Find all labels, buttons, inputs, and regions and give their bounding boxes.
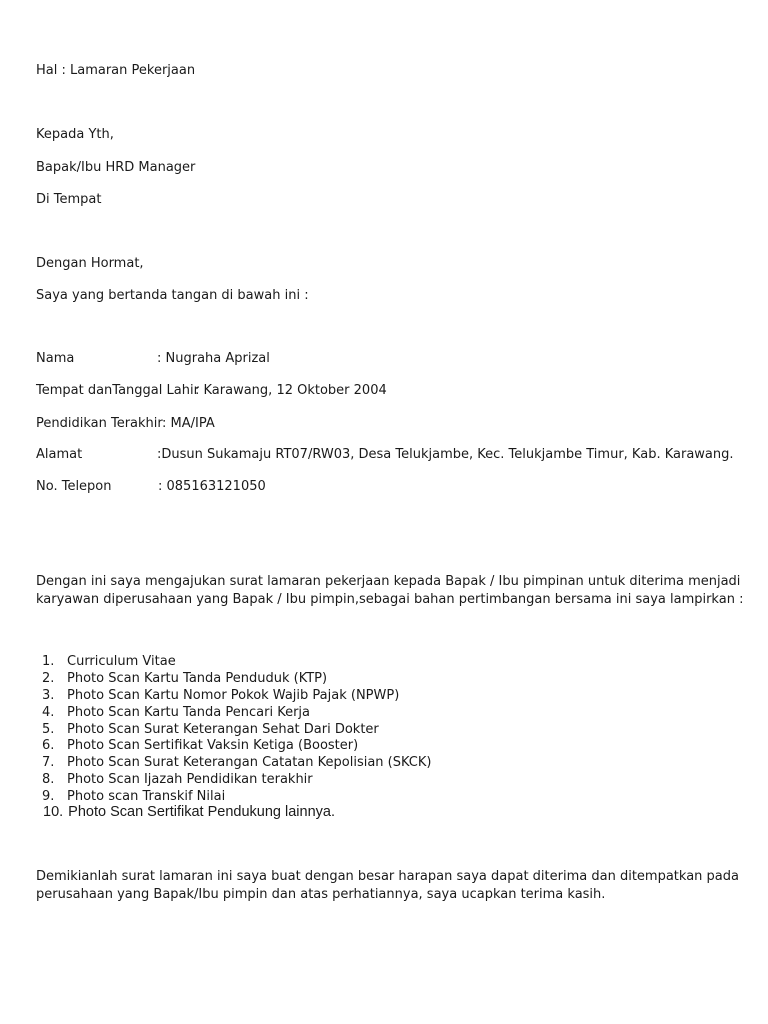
address-label: Alamat: [36, 447, 83, 462]
list-text: Photo Scan Surat Keterangan Sehat Dari Dokter: [67, 722, 379, 737]
recipient-line-3: Di Tempat: [36, 192, 102, 207]
list-item: [42, 755, 431, 771]
list-text: Photo Scan Kartu Nomor Pokok Wajib Pajak (NPWP): [67, 688, 400, 703]
list-text: Photo Scan Ijazah Pendidikan terakhir: [67, 772, 313, 787]
education-label: Pendidikan Terakhir: [36, 416, 163, 431]
birth-label: Tempat danTanggal Lahir: [36, 383, 199, 398]
list-item: [42, 738, 358, 754]
list-item: [42, 789, 225, 805]
list-item: [42, 705, 310, 721]
list-text: Photo Scan Kartu Tanda Pencari Kerja: [67, 705, 310, 720]
list-number: 1.: [42, 654, 55, 669]
list-text: Photo scan Transkif Nilai: [67, 789, 226, 804]
list-item: [43, 804, 335, 820]
phone-label: No. Telepon: [36, 479, 112, 494]
name-label: Nama: [36, 351, 75, 366]
list-number: 3.: [42, 688, 55, 703]
intro-line: Saya yang bertanda tangan di bawah ini :: [36, 288, 309, 303]
address-value: :Dusun Sukamaju RT07/RW03, Desa Telukjambe, Kec. Telukjambe Timur, Kab. Karawang.: [157, 447, 734, 462]
greeting: Dengan Hormat,: [36, 256, 144, 271]
list-number: 4.: [42, 705, 55, 720]
list-number: 8.: [42, 772, 55, 787]
list-item: [42, 772, 313, 788]
list-item: [42, 654, 176, 670]
list-text: Photo Scan Sertifikat Vaksin Ketiga (Booster): [67, 738, 359, 753]
list-number: 2.: [42, 671, 55, 686]
phone-value: : 085163121050: [158, 479, 266, 494]
recipient-line-1: Kepada Yth,: [36, 127, 114, 142]
education-value: : MA/IPA: [162, 416, 215, 431]
birth-value: : Karawang, 12 Oktober 2004: [195, 383, 387, 398]
list-item: [42, 688, 399, 704]
body-line-1: Dengan ini saya mengajukan surat lamaran pekerjaan kepada Bapak / Ibu pimpinan untuk diterima menjadi: [36, 574, 741, 589]
list-number: 10.: [43, 804, 64, 820]
list-text: Photo Scan Kartu Tanda Penduduk (KTP): [67, 671, 328, 686]
list-item: [42, 671, 327, 687]
recipient-line-2: Bapak/Ibu HRD Manager: [36, 160, 196, 175]
list-number: 6.: [42, 738, 55, 753]
list-number: 9.: [42, 789, 55, 804]
name-value: : Nugraha Aprizal: [157, 351, 270, 366]
list-number: 7.: [42, 755, 55, 770]
list-item: [42, 722, 379, 738]
list-text: Photo Scan Sertifikat Pendukung lainnya.: [68, 804, 335, 820]
closing-line-1: Demikianlah surat lamaran ini saya buat dengan besar harapan saya dapat diterima dan ditempatkan pada: [36, 869, 739, 884]
subject-line: Hal : Lamaran Pekerjaan: [36, 63, 196, 78]
closing-line-2: perusahaan yang Bapak/Ibu pimpin dan atas perhatiannya, saya ucapkan terima kasih.: [36, 887, 606, 902]
body-line-2: karyawan diperusahaan yang Bapak / Ibu pimpin,sebagai bahan pertimbangan bersama ini saya lampirkan :: [36, 592, 744, 607]
list-text: Curriculum Vitae: [67, 654, 176, 669]
list-text: Photo Scan Surat Keterangan Catatan Kepolisian (SKCK): [67, 755, 432, 770]
list-number: 5.: [42, 722, 55, 737]
